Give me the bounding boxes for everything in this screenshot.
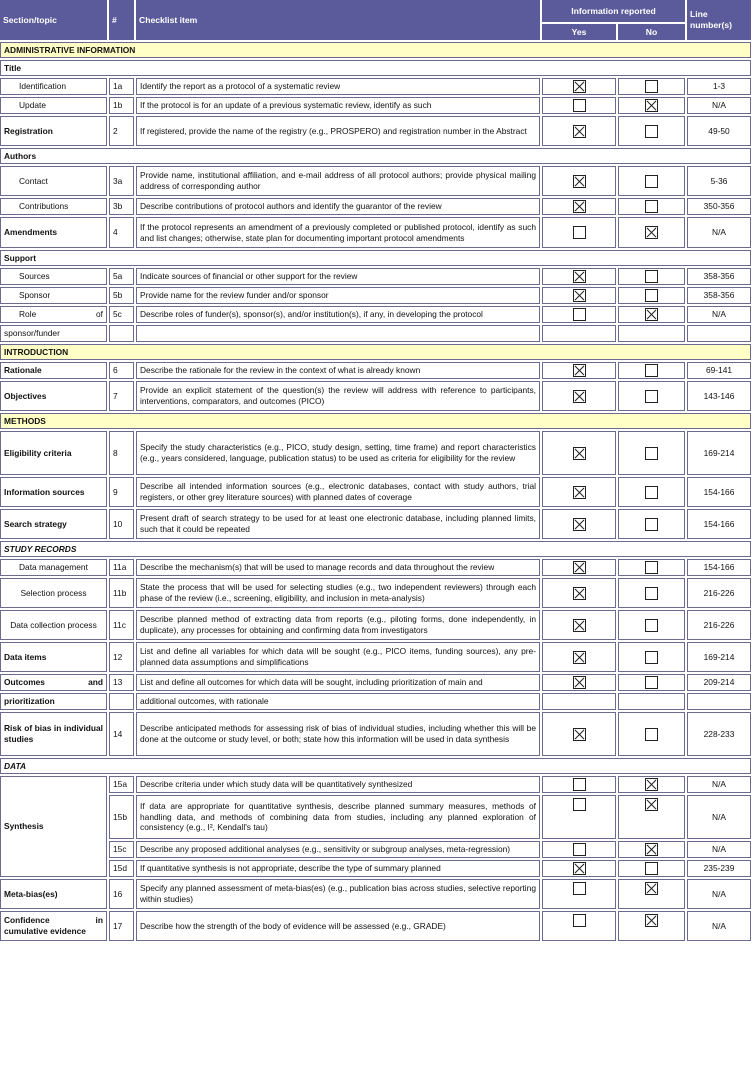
header-line-numbers [687, 0, 751, 40]
yes-checkbox[interactable] [573, 651, 586, 664]
yes-cell [542, 78, 616, 95]
table-row [0, 166, 751, 196]
table-row [0, 559, 751, 576]
yes-cell [542, 116, 616, 146]
yes-cell [542, 860, 616, 877]
line-numbers-cell: 1-3 [687, 78, 751, 95]
no-checkbox[interactable] [645, 619, 658, 632]
number-cell: 13 [109, 674, 134, 691]
no-cell [618, 116, 685, 146]
topic-cell: Sponsor [0, 287, 107, 304]
no-checkbox[interactable] [645, 843, 658, 856]
line-numbers-cell: 216-226 [687, 610, 751, 640]
yes-checkbox[interactable] [573, 80, 586, 93]
item-cell: Identify the report as a protocol of a systematic review [136, 78, 540, 95]
line-numbers-cell [687, 325, 751, 342]
number-cell: 12 [109, 642, 134, 672]
no-checkbox[interactable] [645, 728, 658, 741]
yes-cell [542, 693, 616, 710]
number-cell: 6 [109, 362, 134, 379]
line-numbers-cell: 49-50 [687, 116, 751, 146]
table-row [0, 268, 751, 285]
table-row [0, 509, 751, 539]
yes-checkbox[interactable] [573, 125, 586, 138]
yes-checkbox[interactable] [573, 289, 586, 302]
no-checkbox[interactable] [645, 561, 658, 574]
no-checkbox[interactable] [645, 676, 658, 689]
no-checkbox[interactable] [645, 80, 658, 93]
no-cell [618, 693, 685, 710]
yes-checkbox[interactable] [573, 486, 586, 499]
topic-cell: Identification [0, 78, 107, 95]
subsection-data: DATA [0, 758, 751, 774]
yes-checkbox[interactable] [573, 518, 586, 531]
yes-checkbox[interactable] [573, 778, 586, 791]
line-numbers-cell: N/A [687, 841, 751, 858]
no-cell [618, 306, 685, 323]
yes-checkbox[interactable] [573, 270, 586, 283]
yes-checkbox[interactable] [573, 561, 586, 574]
no-cell [618, 911, 685, 941]
header-section-topic: Section/topic [0, 0, 107, 40]
number-cell: 2 [109, 116, 134, 146]
item-cell: Provide name for the review funder and/or sponsor [136, 287, 540, 304]
table-row [0, 198, 751, 215]
header-line-label: Line [690, 9, 708, 19]
header-yes: Yes [542, 24, 616, 40]
table-row [0, 610, 751, 640]
topic-cell: Information sources [0, 477, 107, 507]
no-checkbox[interactable] [645, 226, 658, 239]
yes-checkbox[interactable] [573, 175, 586, 188]
line-numbers-cell: 169-214 [687, 642, 751, 672]
no-checkbox[interactable] [645, 447, 658, 460]
line-numbers-cell: N/A [687, 911, 751, 941]
line-numbers-cell: 235-239 [687, 860, 751, 877]
line-numbers-cell: 169-214 [687, 431, 751, 475]
subsection-support: Support [0, 250, 751, 266]
number-cell: 11a [109, 559, 134, 576]
yes-cell [542, 674, 616, 691]
line-numbers-cell: N/A [687, 776, 751, 793]
table-row [0, 431, 751, 475]
no-cell [618, 712, 685, 756]
number-cell [109, 693, 134, 710]
number-cell: 11c [109, 610, 134, 640]
yes-cell [542, 559, 616, 576]
number-cell: 14 [109, 712, 134, 756]
item-cell: State the process that will be used for selecting studies (e.g., two independent reviewers) through each phase of the review (i.e., screening, eligibility, and inclusion in meta-analysis) [136, 578, 540, 608]
item-cell: If the protocol represents an amendment of a previously completed or published protocol, identify as such and list changes; otherwise, state plan for documenting important protocol amendments [136, 217, 540, 248]
topic-cell [0, 674, 107, 691]
no-checkbox[interactable] [645, 99, 658, 112]
table-row [0, 362, 751, 379]
yes-cell [542, 911, 616, 941]
yes-cell [542, 477, 616, 507]
table-row [0, 712, 751, 756]
section-administrative-information: ADMINISTRATIVE INFORMATION [0, 42, 751, 58]
line-numbers-cell: 154-166 [687, 559, 751, 576]
item-cell: List and define all variables for which data will be sought (e.g., PICO items, funding sources), any pre-planned data assumptions and simplifications [136, 642, 540, 672]
number-cell: 8 [109, 431, 134, 475]
number-cell: 3a [109, 166, 134, 196]
yes-cell [542, 610, 616, 640]
number-cell: 15d [109, 860, 134, 877]
yes-checkbox[interactable] [573, 882, 586, 895]
table-row [0, 879, 751, 909]
no-checkbox[interactable] [645, 200, 658, 213]
no-cell [618, 559, 685, 576]
topic-cell: Selection process [0, 578, 107, 608]
section-introduction: INTRODUCTION [0, 344, 751, 360]
topic-cell: Update [0, 97, 107, 114]
topic-cell: Data management [0, 559, 107, 576]
subsection-study-records: STUDY RECORDS [0, 541, 751, 557]
yes-cell [542, 509, 616, 539]
line-numbers-cell: N/A [687, 795, 751, 839]
no-cell [618, 97, 685, 114]
yes-checkbox[interactable] [573, 364, 586, 377]
no-checkbox[interactable] [645, 587, 658, 600]
topic-cell: Data collection process [0, 610, 107, 640]
number-cell: 4 [109, 217, 134, 248]
table-row [0, 674, 751, 691]
topic-cell: Contact [0, 166, 107, 196]
yes-checkbox[interactable] [573, 447, 586, 460]
yes-checkbox[interactable] [573, 862, 586, 875]
line-numbers-cell: 358-356 [687, 268, 751, 285]
topic-cell: Amendments [0, 217, 107, 248]
no-cell [618, 198, 685, 215]
topic-cell: Rationale [0, 362, 107, 379]
yes-cell [542, 642, 616, 672]
table-row [0, 693, 751, 710]
header-checklist-item: Checklist item [136, 0, 540, 40]
topic-cell: Registration [0, 116, 107, 146]
no-cell [618, 325, 685, 342]
topic-part: and [88, 677, 103, 688]
number-cell [109, 325, 134, 342]
item-cell: Describe the mechanism(s) that will be used to manage records and data throughout the review [136, 559, 540, 576]
item-cell: Describe contributions of protocol authors and identify the guarantor of the review [136, 198, 540, 215]
no-cell [618, 642, 685, 672]
yes-cell [542, 198, 616, 215]
yes-checkbox[interactable] [573, 728, 586, 741]
line-numbers-cell: N/A [687, 879, 751, 909]
yes-checkbox[interactable] [573, 226, 586, 239]
yes-checkbox[interactable] [573, 676, 586, 689]
no-cell [618, 841, 685, 858]
topic-cell: Search strategy [0, 509, 107, 539]
number-cell: 5a [109, 268, 134, 285]
item-cell: Specify the study characteristics (e.g., PICO, study design, setting, time frame) and report characteristics (e.g., years considered, language, publication status) to be used as criteria for eligibility for the review [136, 431, 540, 475]
line-numbers-cell: 228-233 [687, 712, 751, 756]
item-cell [136, 325, 540, 342]
item-cell: Specify any planned assessment of meta-bias(es) (e.g., publication bias across studies, selective reporting within studies) [136, 879, 540, 909]
line-numbers-cell: N/A [687, 97, 751, 114]
topic-cell: Objectives [0, 381, 107, 411]
table-row [0, 477, 751, 507]
header-numbers-label: number(s) [690, 20, 733, 30]
yes-checkbox[interactable] [573, 798, 586, 811]
topic-part: Outcomes [4, 677, 45, 688]
item-cell: Describe all intended information sources (e.g., electronic databases, contact with study authors, trial registers, or other grey literature sources) with planned dates of coverage [136, 477, 540, 507]
topic-cell: Confidence in cumulative evidence [0, 911, 107, 941]
item-cell: Describe criteria under which study data will be quantitatively synthesized [136, 776, 540, 793]
item-cell: Describe roles of funder(s), sponsor(s), and/or institution(s), if any, in developing the protocol [136, 306, 540, 323]
table-row [0, 217, 751, 248]
item-cell: If registered, provide the name of the registry (e.g., PROSPERO) and registration number in the Abstract [136, 116, 540, 146]
subsection-authors: Authors [0, 148, 751, 164]
item-cell: additional outcomes, with rationale [136, 693, 540, 710]
no-checkbox[interactable] [645, 518, 658, 531]
no-cell [618, 610, 685, 640]
yes-checkbox[interactable] [573, 914, 586, 927]
line-numbers-cell: 154-166 [687, 509, 751, 539]
item-cell: Describe how the strength of the body of evidence will be assessed (e.g., GRADE) [136, 911, 540, 941]
no-cell [618, 477, 685, 507]
no-cell [618, 381, 685, 411]
item-cell: Provide an explicit statement of the question(s) the review will address with reference to participants, interventions, comparators, and outcomes (PICO) [136, 381, 540, 411]
topic-cell: Sources [0, 268, 107, 285]
item-cell: Present draft of search strategy to be used for at least one electronic database, including planned limits, such that it could be repeated [136, 509, 540, 539]
yes-cell [542, 795, 616, 839]
line-numbers-cell: N/A [687, 306, 751, 323]
no-checkbox[interactable] [645, 175, 658, 188]
no-checkbox[interactable] [645, 486, 658, 499]
item-cell: If quantitative synthesis is not appropriate, describe the type of summary planned [136, 860, 540, 877]
no-cell [618, 860, 685, 877]
subsection-title: Title [0, 60, 751, 76]
line-numbers-cell: 209-214 [687, 674, 751, 691]
item-cell: List and define all outcomes for which data will be sought, including prioritization of main and [136, 674, 540, 691]
item-cell: Describe the rationale for the review in the context of what is already known [136, 362, 540, 379]
item-cell: Provide name, institutional affiliation, and e-mail address of all protocol authors; provide physical mailing address of corresponding author [136, 166, 540, 196]
section-methods: METHODS [0, 413, 751, 429]
line-numbers-cell: 143-146 [687, 381, 751, 411]
no-cell [618, 795, 685, 839]
yes-cell [542, 217, 616, 248]
number-cell: 9 [109, 477, 134, 507]
topic-cell: Meta-bias(es) [0, 879, 107, 909]
table-row [0, 97, 751, 114]
yes-checkbox[interactable] [573, 587, 586, 600]
item-cell: Describe any proposed additional analyses (e.g., sensitivity or subgroup analyses, meta-regression) [136, 841, 540, 858]
no-cell [618, 287, 685, 304]
number-cell: 16 [109, 879, 134, 909]
table-row [0, 287, 751, 304]
header-number: # [109, 0, 134, 40]
table-row [0, 78, 751, 95]
number-cell: 1a [109, 78, 134, 95]
yes-cell [542, 776, 616, 793]
topic-cell: Contributions [0, 198, 107, 215]
number-cell: 3b [109, 198, 134, 215]
no-cell [618, 509, 685, 539]
yes-cell [542, 578, 616, 608]
topic-cell: Eligibility criteria [0, 431, 107, 475]
yes-cell [542, 431, 616, 475]
no-cell [618, 578, 685, 608]
item-cell: If data are appropriate for quantitative synthesis, describe planned summary measures, methods of handling data, and methods of combining data from studies, including any planned exploration of consistency (e.g., I², Kendall's tau) [136, 795, 540, 839]
yes-cell [542, 306, 616, 323]
yes-checkbox[interactable] [573, 99, 586, 112]
no-checkbox[interactable] [645, 862, 658, 875]
no-checkbox[interactable] [645, 364, 658, 377]
topic-part: of [96, 309, 103, 320]
line-numbers-cell: 69-141 [687, 362, 751, 379]
yes-cell [542, 712, 616, 756]
topic-cell [0, 306, 107, 323]
item-cell: Describe planned method of extracting data from reports (e.g., piloting forms, done independently, in duplicate), any processes for obtaining and confirming data from investigators [136, 610, 540, 640]
yes-checkbox[interactable] [573, 308, 586, 321]
topic-cell: Data items [0, 642, 107, 672]
table-row [0, 841, 751, 858]
header-no: No [618, 24, 685, 40]
no-cell [618, 674, 685, 691]
number-cell: 5c [109, 306, 134, 323]
no-cell [618, 776, 685, 793]
no-cell [618, 362, 685, 379]
yes-cell [542, 287, 616, 304]
no-cell [618, 268, 685, 285]
yes-cell [542, 166, 616, 196]
line-numbers-cell: 154-166 [687, 477, 751, 507]
no-checkbox[interactable] [645, 798, 658, 811]
number-cell: 17 [109, 911, 134, 941]
topic-cell: prioritization [0, 693, 107, 710]
no-checkbox[interactable] [645, 125, 658, 138]
yes-checkbox[interactable] [573, 200, 586, 213]
number-cell: 15c [109, 841, 134, 858]
table-row [0, 860, 751, 877]
line-numbers-cell: N/A [687, 217, 751, 248]
number-cell: 10 [109, 509, 134, 539]
no-checkbox[interactable] [645, 390, 658, 403]
yes-cell [542, 362, 616, 379]
table-row [0, 776, 751, 793]
no-checkbox[interactable] [645, 308, 658, 321]
yes-cell [542, 268, 616, 285]
line-numbers-cell: 350-356 [687, 198, 751, 215]
table-row [0, 911, 751, 941]
number-cell: 15a [109, 776, 134, 793]
table-row [0, 642, 751, 672]
number-cell: 7 [109, 381, 134, 411]
no-checkbox[interactable] [645, 651, 658, 664]
line-numbers-cell: 358-356 [687, 287, 751, 304]
topic-cell: Risk of bias in individual studies [0, 712, 107, 756]
table-row [0, 578, 751, 608]
table-row [0, 795, 751, 839]
yes-cell [542, 97, 616, 114]
yes-cell [542, 381, 616, 411]
yes-cell [542, 325, 616, 342]
line-numbers-cell: 216-226 [687, 578, 751, 608]
table-row [0, 306, 751, 323]
yes-cell [542, 879, 616, 909]
no-checkbox[interactable] [645, 778, 658, 791]
table-row [0, 381, 751, 411]
item-cell: Describe anticipated methods for assessing risk of bias of individual studies, including whether this will be done at the outcome or study level, or both; state how this information will be used in data synthesis [136, 712, 540, 756]
table-row [0, 116, 751, 146]
number-cell: 1b [109, 97, 134, 114]
topic-cell: sponsor/funder [0, 325, 107, 342]
yes-checkbox[interactable] [573, 390, 586, 403]
yes-checkbox[interactable] [573, 619, 586, 632]
no-cell [618, 879, 685, 909]
no-cell [618, 217, 685, 248]
no-cell [618, 431, 685, 475]
number-cell: 15b [109, 795, 134, 839]
no-checkbox[interactable] [645, 914, 658, 927]
yes-checkbox[interactable] [573, 843, 586, 856]
yes-cell [542, 841, 616, 858]
no-checkbox[interactable] [645, 270, 658, 283]
no-cell [618, 166, 685, 196]
line-numbers-cell: 5-36 [687, 166, 751, 196]
table-row [0, 325, 751, 342]
number-cell: 5b [109, 287, 134, 304]
item-cell: If the protocol is for an update of a previous systematic review, identify as such [136, 97, 540, 114]
topic-part: Role [19, 309, 37, 320]
no-checkbox[interactable] [645, 882, 658, 895]
no-checkbox[interactable] [645, 289, 658, 302]
header-information-reported: Information reported [542, 0, 685, 22]
item-cell: Indicate sources of financial or other support for the review [136, 268, 540, 285]
number-cell: 11b [109, 578, 134, 608]
topic-cell: Synthesis [0, 776, 107, 877]
no-cell [618, 78, 685, 95]
line-numbers-cell [687, 693, 751, 710]
